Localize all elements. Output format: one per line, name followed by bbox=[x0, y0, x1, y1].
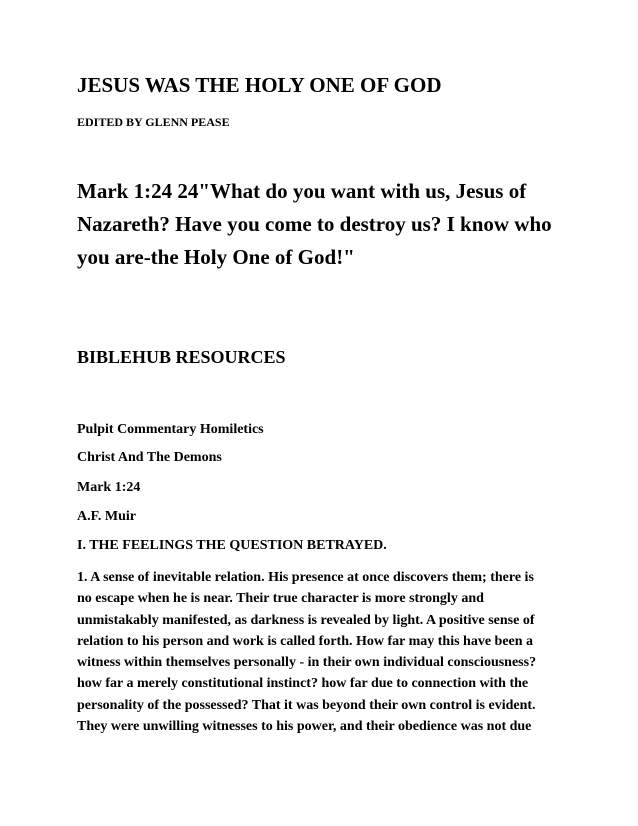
verse-line: Nazareth? Have you come to destroy us? I know who bbox=[77, 212, 552, 236]
body-line: relation to his person and work is called forth. How far may this have been a bbox=[77, 633, 534, 649]
point-heading: I. THE FEELINGS THE QUESTION BETRAYED. bbox=[77, 538, 387, 553]
commentary-source: Pulpit Commentary Homiletics bbox=[77, 422, 264, 437]
author-name: A.F. Muir bbox=[77, 509, 136, 524]
document-title: JESUS WAS THE HOLY ONE OF GOD bbox=[77, 73, 442, 97]
verse-line: Mark 1:24 24"What do you want with us, Jesus of bbox=[77, 179, 527, 203]
sermon-title: Christ And The Demons bbox=[77, 450, 222, 465]
body-line: how far a merely constitutional instinct? how far due to connection with the bbox=[77, 676, 529, 692]
body-line: 1. A sense of inevitable relation. His presence at once discovers them; there is bbox=[77, 570, 534, 585]
body-line: unmistakably manifested, as darkness is revealed by light. A positive sense of bbox=[77, 612, 535, 628]
body-line: no escape when he is near. Their true character is more strongly and bbox=[77, 591, 484, 607]
verse-line: you are-the Holy One of God!" bbox=[77, 245, 355, 269]
scripture-reference: Mark 1:24 bbox=[77, 480, 141, 495]
scripture-verse bbox=[77, 175, 567, 274]
section-heading: BIBLEHUB RESOURCES bbox=[77, 347, 286, 367]
body-paragraph bbox=[77, 567, 577, 737]
editor-credit: EDITED BY GLENN PEASE bbox=[77, 115, 230, 129]
body-line: witness within themselves personally - in their own individual consciousness? bbox=[77, 655, 537, 671]
body-line: personality of the possessed? That it was beyond their own control is evident. bbox=[77, 697, 536, 713]
body-line: They were unwilling witnesses to his power, and their obedience was not due bbox=[77, 719, 532, 735]
